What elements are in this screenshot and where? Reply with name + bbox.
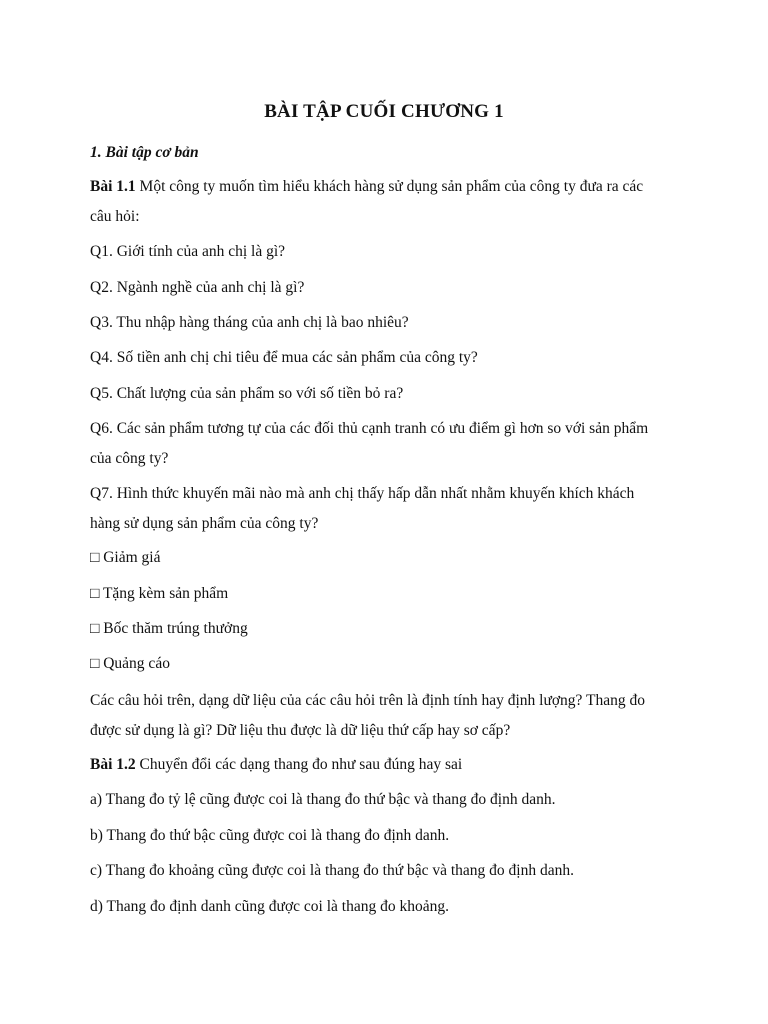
option-checkbox-discount: □ Giảm giá <box>90 549 161 566</box>
statement-d: d) Thang đo định danh cũng được coi là thang đo khoảng. <box>90 898 449 915</box>
statement-c: c) Thang đo khoảng cũng được coi là thang đo thứ bậc và thang đo định danh. <box>90 862 574 879</box>
option-checkbox-lottery: □ Bốc thăm trúng thưởng <box>90 620 248 637</box>
exercise-1-1-intro <box>90 172 688 232</box>
statement-b: b) Thang đo thứ bậc cũng được coi là thang đo định danh. <box>90 827 450 844</box>
question-q5: Q5. Chất lượng của sản phẩm so với số tiền bỏ ra? <box>90 385 404 402</box>
question-q1: Q1. Giới tính của anh chị là gì? <box>90 243 286 260</box>
exercise-1-2-label: Bài 1.2 <box>90 756 136 773</box>
question-q4: Q4. Số tiền anh chị chi tiêu để mua các sản phẩm của công ty? <box>90 349 478 366</box>
exercise-1-1-text: Một công ty muốn tìm hiểu khách hàng sử dụng sản phẩm của công ty đưa ra các <box>135 178 644 195</box>
option-checkbox-gift: □ Tặng kèm sản phẩm <box>90 585 229 602</box>
question-q3: Q3. Thu nhập hàng tháng của anh chị là bao nhiêu? <box>90 314 409 331</box>
document-title: BÀI TẬP CUỐI CHƯƠNG 1 <box>264 101 504 122</box>
exercise-1-1-question: Các câu hỏi trên, dạng dữ liệu của các câu hỏi trên là định tính hay định lượng? Thang đo được sử dụng là gì? Dữ liệu thu được là dữ liệu thứ cấp hay sơ cấp? <box>90 692 645 739</box>
option-checkbox-advertising: □ Quảng cáo <box>90 655 170 672</box>
question-q7: Q7. Hình thức khuyến mãi nào mà anh chị thấy hấp dẫn nhất nhằm khuyến khích khách hàng sử dụng sản phẩm của công ty? <box>90 485 635 532</box>
section-heading: 1. Bài tập cơ bản <box>90 144 199 161</box>
exercise-1-1-text-cont: câu hỏi: <box>90 208 140 225</box>
exercise-1-2-intro <box>90 750 688 780</box>
question-q6: Q6. Các sản phẩm tương tự của các đối thủ cạnh tranh có ưu điểm gì hơn so với sản phẩm của công ty? <box>90 420 649 467</box>
exercise-1-2-text: Chuyển đổi các dạng thang đo như sau đúng hay sai <box>135 756 463 773</box>
exercise-1-1-label: Bài 1.1 <box>90 178 136 195</box>
statement-a: a) Thang đo tỷ lệ cũng được coi là thang đo thứ bậc và thang đo định danh. <box>90 791 556 808</box>
question-q2: Q2. Ngành nghề của anh chị là gì? <box>90 279 305 296</box>
